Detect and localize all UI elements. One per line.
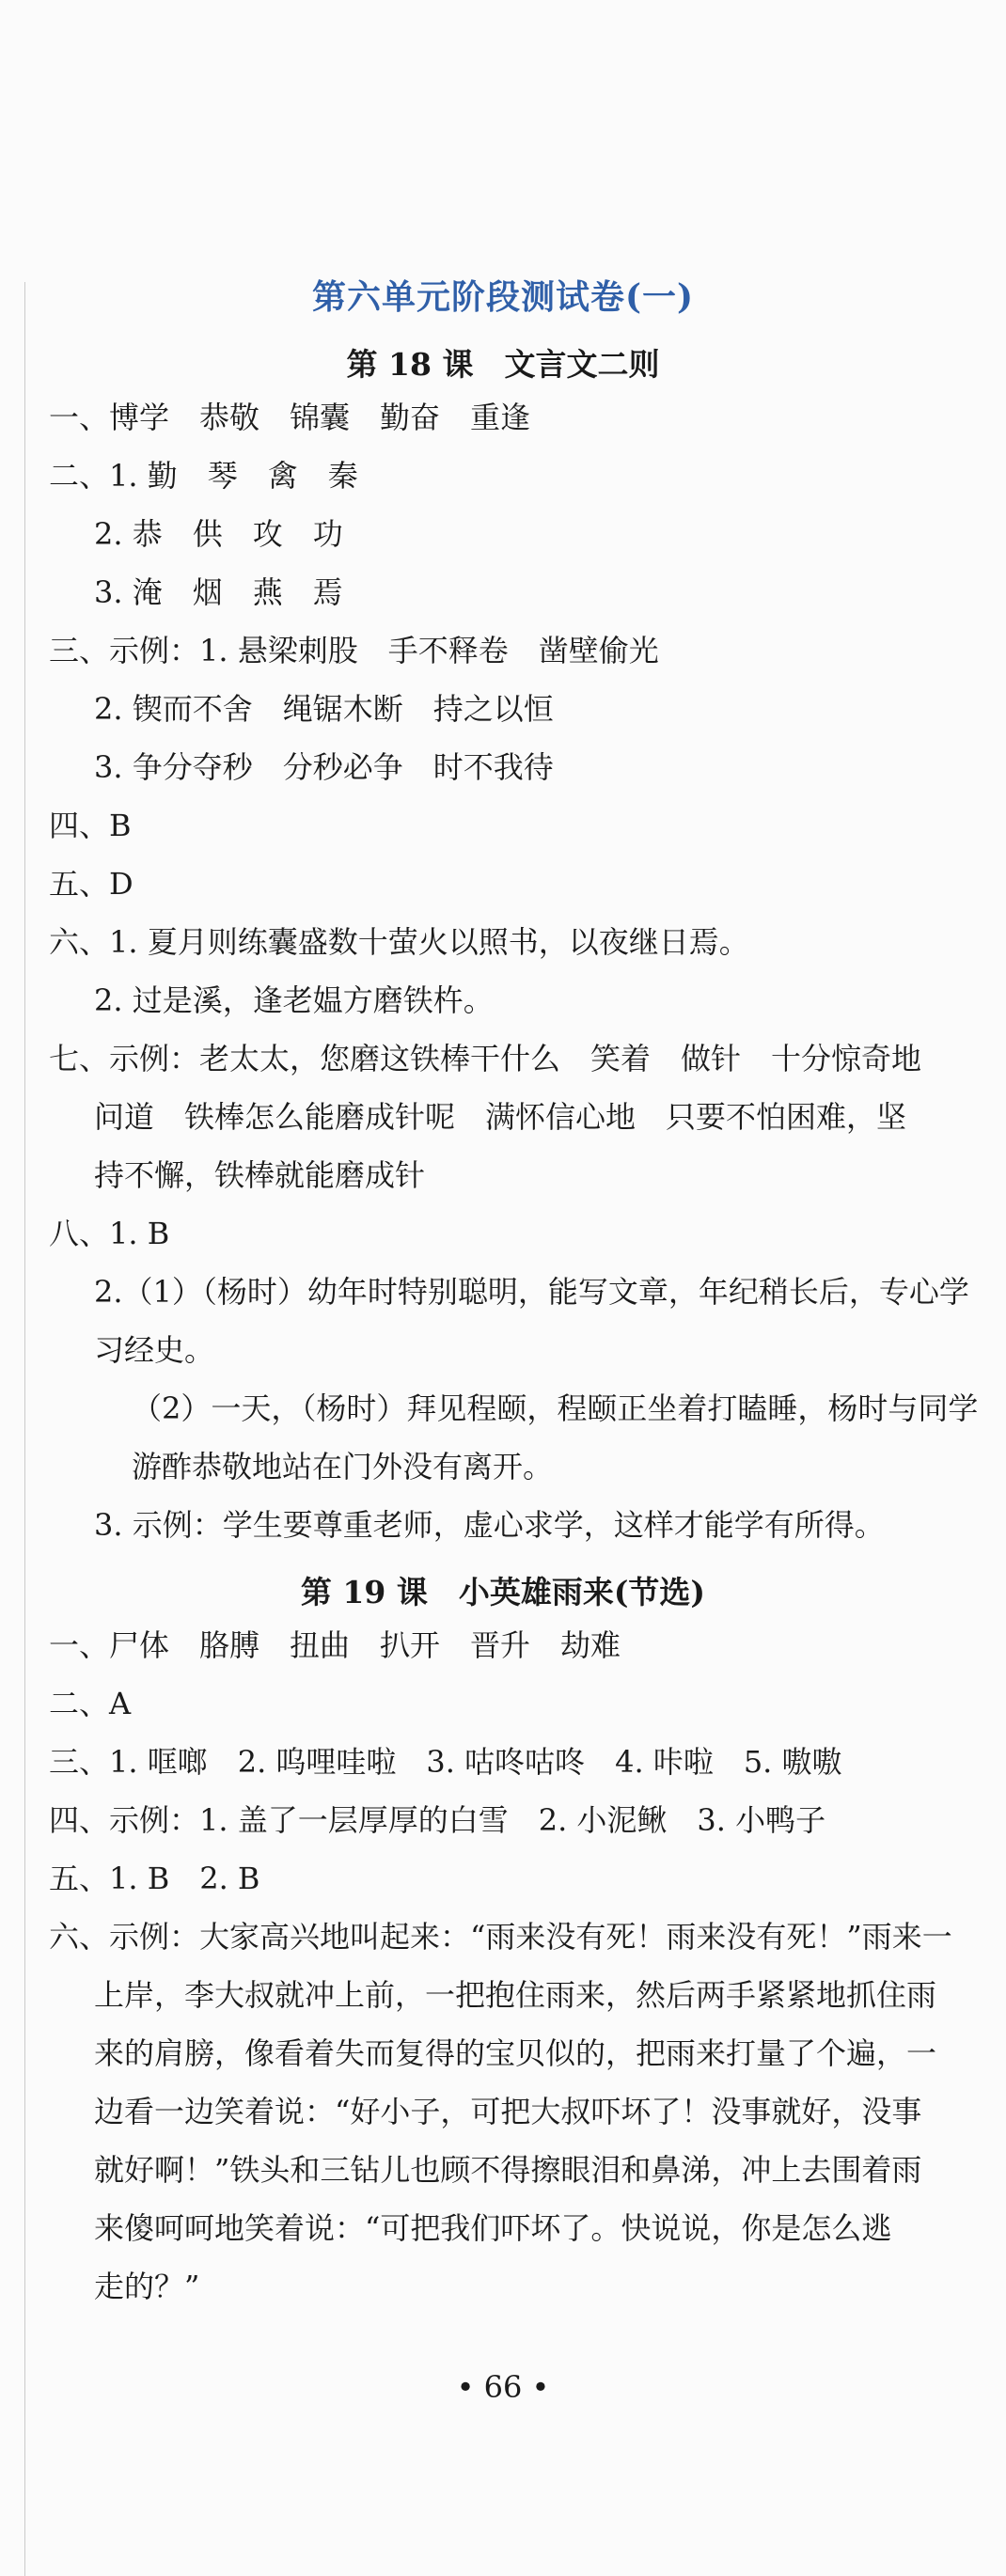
answer-line: 一、尸体 胳膊 扭曲 扒开 晋升 劫难 [49,1627,621,1663]
answer-line: 六、示例：大家高兴地叫起来：“雨来没有死！雨来没有死！”雨来一 [49,1919,952,1955]
page-edge-line [24,282,25,2576]
answer-line: 边看一边笑着说：“好小子，可把大叔吓坏了！没事就好，没事 [94,2094,922,2129]
answer-line: 八、1. B [49,1216,170,1251]
answer-line: 四、示例：1. 盖了一层厚厚的白雪 2. 小泥鳅 3. 小鸭子 [49,1802,826,1838]
answer-line: 五、1. B 2. B [49,1861,260,1896]
answer-line: 七、示例：老太太，您磨这铁棒干什么 笑着 做针 十分惊奇地 [49,1041,922,1076]
answer-line: 3. 示例：学生要尊重老师，虚心求学，这样才能学有所得。 [94,1507,885,1543]
answer-line: 就好啊！”铁头和三钻儿也顾不得擦眼泪和鼻涕，冲上去围着雨 [94,2152,922,2188]
answer-line: 走的？” [94,2269,200,2304]
answer-line: 三、示例：1. 悬梁刺股 手不释卷 凿壁偷光 [49,633,659,668]
answer-line: 二、1. 勤 琴 禽 秦 [49,458,358,494]
answer-line: 来的肩膀，像看着失而复得的宝贝似的，把雨来打量了个遍，一 [94,2035,937,2071]
answer-line: 来傻呵呵地笑着说：“可把我们吓坏了。快说说，你是怎么逃 [94,2210,892,2246]
answer-line: 二、A [49,1686,132,1721]
answer-line: 3. 淹 烟 燕 焉 [94,574,343,610]
answer-line: （2）一天，（杨时）拜见程颐，程颐正坐着打瞌睡，杨时与同学 [132,1390,979,1426]
answer-line: 2. 恭 供 攻 功 [94,516,343,552]
answer-line: 三、1. 哐啷 2. 呜哩哇啦 3. 咕咚咕咚 4. 咔啦 5. 嗷嗷 [49,1744,842,1780]
lesson-19-heading: 第 19 课 小英雄雨来(节选) [300,1574,706,1610]
document-title: 第六单元阶段测试卷(一) [311,277,695,317]
answer-line: 习经史。 [94,1332,215,1368]
answer-line: 2. 锲而不舍 绳锯木断 持之以恒 [94,691,554,727]
answer-line: 2. 过是溪，逢老媪方磨铁杵。 [94,982,494,1018]
answer-line: 持不懈，铁棒就能磨成针 [94,1157,426,1193]
lesson-18-heading: 第 18 课 文言文二则 [346,346,660,383]
answer-line: 2.（1）（杨时）幼年时特别聪明，能写文章，年纪稍长后，专心学 [94,1274,969,1310]
page-number: • 66 • [456,2369,550,2405]
answer-line: 四、B [49,808,132,843]
answer-line: 五、D [49,866,134,902]
answer-line: 六、1. 夏月则练囊盛数十萤火以照书，以夜继日焉。 [49,924,749,960]
answer-line: 一、博学 恭敬 锦囊 勤奋 重逢 [49,400,531,435]
answer-line: 问道 铁棒怎么能磨成针呢 满怀信心地 只要不怕困难，坚 [94,1099,907,1135]
answer-line: 游酢恭敬地站在门外没有离开。 [132,1449,554,1484]
answer-line: 3. 争分夺秒 分秒必争 时不我待 [94,749,554,785]
answer-line: 上岸，李大叔就冲上前，一把抱住雨来，然后两手紧紧地抓住雨 [94,1977,937,2013]
